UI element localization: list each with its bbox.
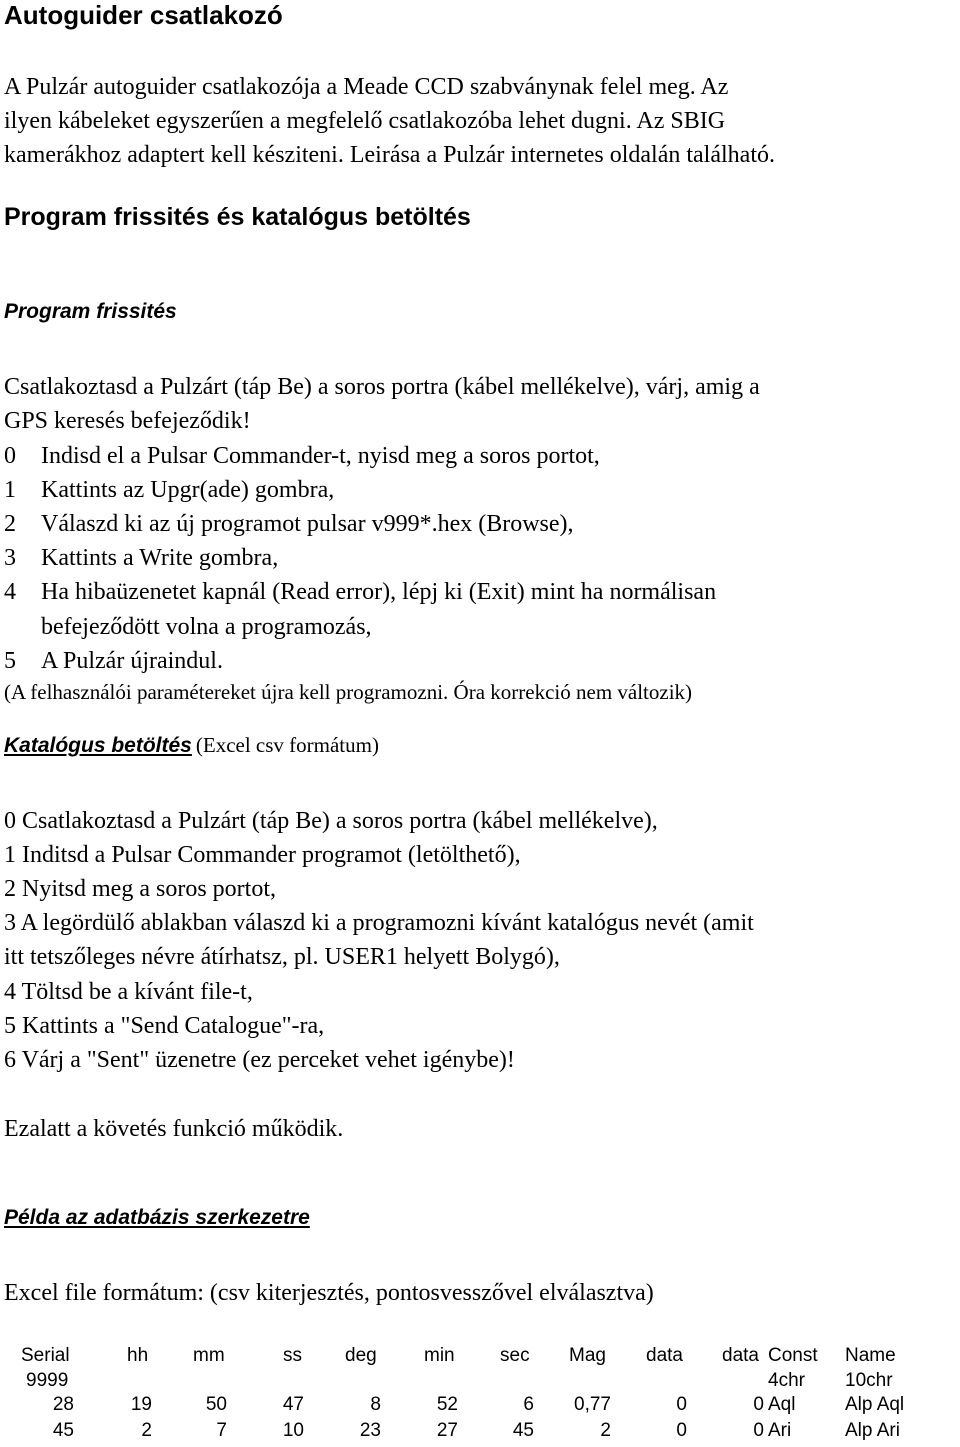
table-cell: 28 — [52, 1394, 74, 1415]
table-cell: 2 — [600, 1420, 611, 1441]
list-item: 5 Kattints a "Send Catalogue"-ra, — [4, 1013, 325, 1039]
list-item: 2 Nyitsd meg a soros portot, — [4, 876, 276, 902]
table-cell: 0 — [753, 1420, 764, 1441]
table-header-cell: min — [424, 1345, 455, 1366]
table-header-cell: Mag — [569, 1345, 606, 1366]
table-subheader-cell: 9999 — [26, 1370, 69, 1391]
table-cell: 23 — [359, 1420, 381, 1441]
table-cell: 45 — [52, 1420, 74, 1441]
step-text: Ha hibaüzenetet kapnál (Read error), lépj ki (Exit) mint ha normálisan — [41, 579, 717, 605]
table-header-cell: hh — [127, 1345, 149, 1366]
table-header-cell: ss — [283, 1345, 302, 1366]
paragraph-line: A Pulzár autoguider csatlakozója a Meade CCD szabványnak felel meg. Az — [4, 74, 729, 100]
step-number: 0 — [4, 443, 16, 469]
table-header-cell: data — [722, 1345, 759, 1366]
step-text: Kattints a Write gombra, — [41, 545, 279, 571]
table-cell: 47 — [282, 1394, 304, 1415]
table-cell: Aql — [768, 1394, 796, 1415]
step-text: befejeződött volna a programozás, — [41, 614, 372, 640]
catalog-format-note: (Excel csv formátum) — [195, 733, 379, 757]
step-text: Kattints az Upgr(ade) gombra, — [41, 477, 335, 503]
list-item — [4, 575, 716, 609]
paragraph-line: GPS keresés befejeződik! — [4, 408, 251, 434]
subheading-program-update: Program frissités — [4, 300, 177, 323]
list-item: 0 Csatlakoztasd a Pulzárt (táp Be) a soros portra (kábel mellékelve), — [4, 808, 658, 834]
table-cell: 6 — [523, 1394, 534, 1415]
list-item: 4 Töltsd be a kívánt file-t, — [4, 979, 253, 1005]
table-subheader-cell: 4chr — [768, 1370, 805, 1391]
list-item — [4, 610, 372, 644]
list-item — [4, 644, 223, 678]
list-item: 3 A legördülő ablakban válaszd ki a programozni kívánt katalógus nevét (amit — [4, 910, 754, 936]
paragraph-line: kamerákhoz adaptert kell késziteni. Leirása a Pulzár internetes oldalán található. — [4, 142, 775, 168]
table-cell: 0,77 — [574, 1394, 611, 1415]
update-note: (A felhasználói paramétereket újra kell programozni. Óra korrekció nem változik) — [4, 680, 693, 704]
table-cell: Alp Aql — [845, 1394, 905, 1415]
table-cell: 19 — [130, 1394, 152, 1415]
table-cell: 0 — [676, 1394, 687, 1415]
paragraph-line: ilyen kábeleket egyszerűen a megfelelő csatlakozóba lehet dugni. Az SBIG — [4, 108, 726, 134]
table-header-cell: Const — [768, 1345, 818, 1366]
table-cell: 10 — [282, 1420, 304, 1441]
paragraph-line: Csatlakoztasd a Pulzárt (táp Be) a soros portra (kábel mellékelve), várj, amig a — [4, 374, 760, 400]
table-subheader-cell: 10chr — [845, 1370, 893, 1391]
list-item — [4, 473, 334, 507]
step-number: 2 — [4, 511, 16, 537]
excel-format-note: Excel file formátum: (csv kiterjesztés, pontosvesszővel elválasztva) — [4, 1280, 654, 1306]
step-number: 3 — [4, 545, 16, 571]
table-cell: 27 — [436, 1420, 458, 1441]
table-cell: 8 — [370, 1394, 381, 1415]
step-text: Indisd el a Pulsar Commander-t, nyisd meg a soros portot, — [41, 443, 600, 469]
heading-autoguider: Autoguider csatlakozó — [4, 0, 283, 30]
list-item — [4, 439, 600, 473]
table-header-cell: Name — [845, 1345, 896, 1366]
list-item: 6 Várj a "Sent" üzenetre (ez perceket vehet igénybe)! — [4, 1047, 515, 1073]
catalog-heading-line — [4, 733, 379, 758]
table-header-cell: sec — [500, 1345, 530, 1366]
heading-example: Példa az adatbázis szerkezetre — [4, 1206, 310, 1229]
table-header-cell: data — [646, 1345, 683, 1366]
table-cell: 7 — [216, 1420, 227, 1441]
list-item: 1 Inditsd a Pulsar Commander programot (letölthető), — [4, 842, 521, 868]
step-text: A Pulzár újraindul. — [41, 648, 223, 674]
table-cell: 50 — [205, 1394, 227, 1415]
step-number: 4 — [4, 579, 16, 605]
table-cell: 0 — [676, 1420, 687, 1441]
table-header-cell: deg — [345, 1345, 377, 1366]
table-cell: Alp Ari — [845, 1420, 900, 1441]
table-cell: 52 — [436, 1394, 458, 1415]
list-item — [4, 507, 574, 541]
step-text: Válaszd ki az új programot pulsar v999*.hex (Browse), — [41, 511, 574, 537]
table-cell: Ari — [768, 1420, 792, 1441]
list-item — [4, 541, 278, 575]
tracking-note: Ezalatt a követés funkció működik. — [4, 1116, 344, 1142]
heading-program-update: Program frissités és katalógus betöltés — [4, 203, 471, 231]
step-number: 5 — [4, 648, 16, 674]
table-cell: 45 — [512, 1420, 534, 1441]
heading-catalog-load: Katalógus betöltés — [4, 734, 192, 757]
list-item: itt tetszőleges névre átírhatsz, pl. USER1 helyett Bolygó), — [4, 944, 560, 970]
table-header-cell: mm — [193, 1345, 225, 1366]
table-header-cell: Serial — [21, 1345, 70, 1366]
table-cell: 0 — [753, 1394, 764, 1415]
table-cell: 2 — [141, 1420, 152, 1441]
step-number: 1 — [4, 477, 16, 503]
